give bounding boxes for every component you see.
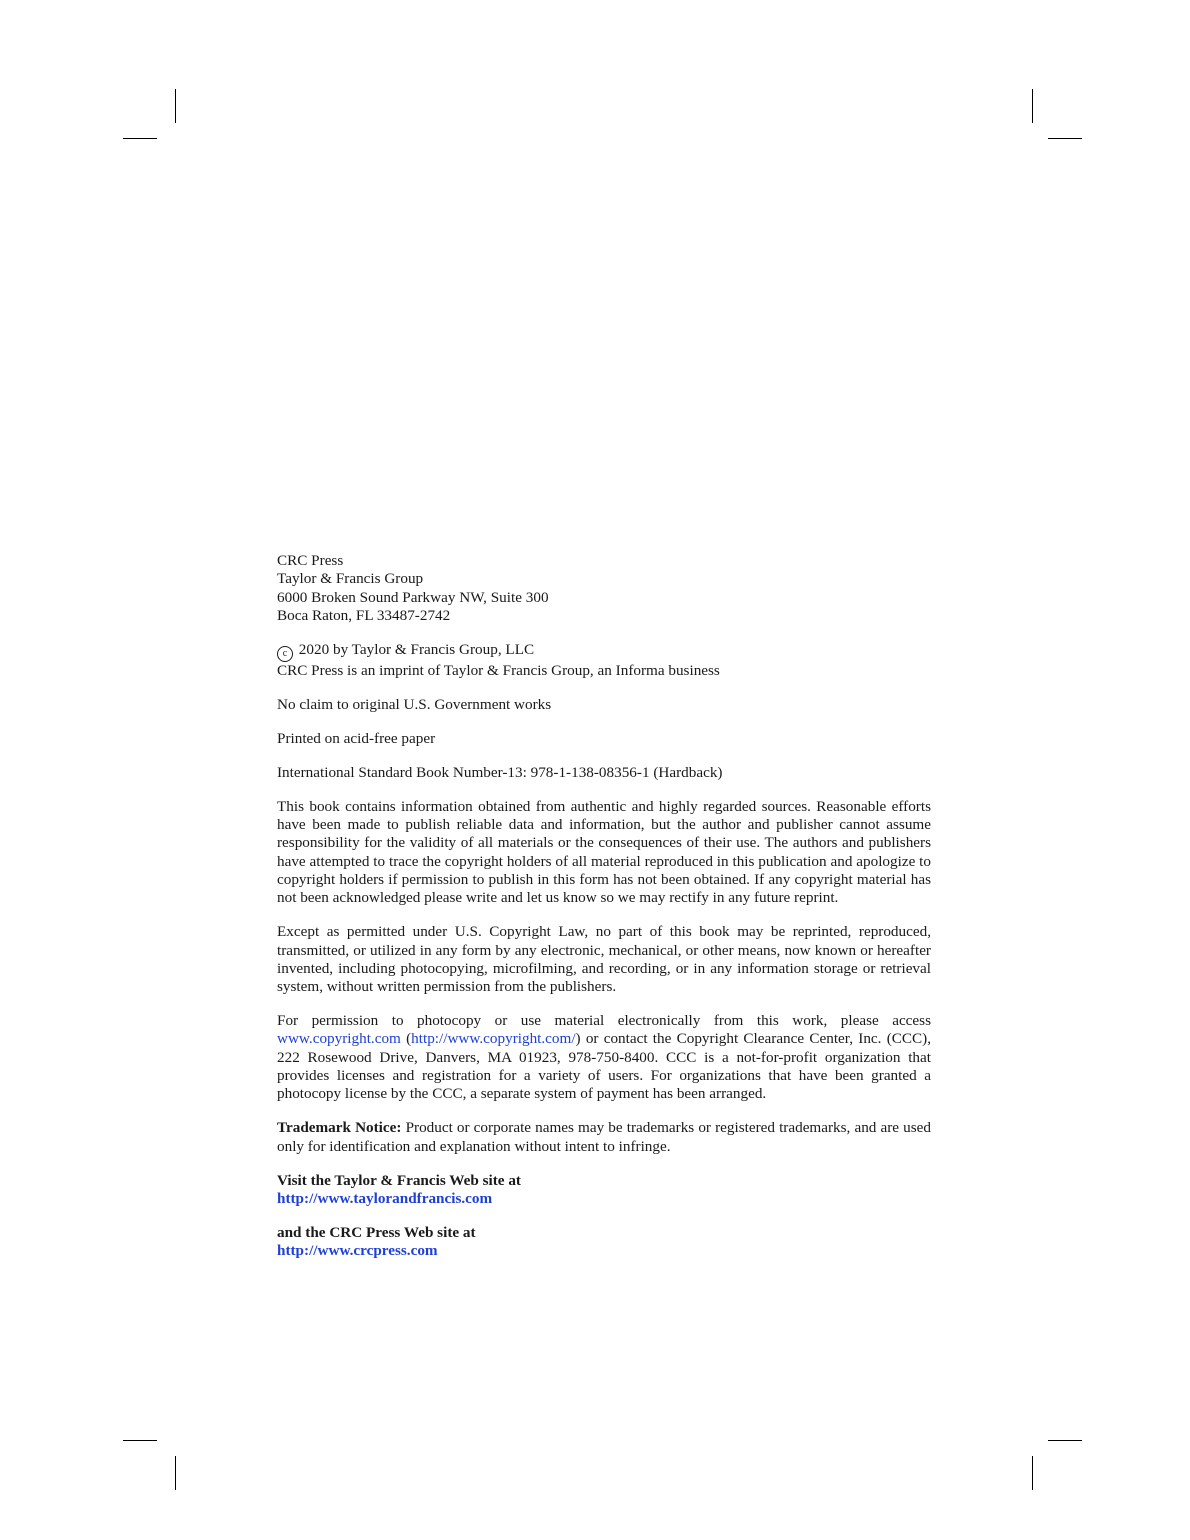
address-line: CRC Press [277,552,344,569]
copyright-symbol: c [277,646,293,662]
copyright-url-link[interactable]: http://www.copyright.com/ [411,1030,576,1048]
crc-press-website [277,1224,931,1261]
isbn: International Standard Book Number-13: 978-1-138-08356-1 (Hardback) [277,763,723,781]
permission-paragraph [277,1012,931,1103]
crop-mark-top-left-horizontal [123,138,157,139]
permission-rest: ) or contact the Copyright Clearance Center, Inc. (CCC), 222 Rosewood Drive, Danvers, MA 01923, 978-750-8400. CCC is a not-for-profit organization that provides licenses and registration for a variety of users. For organizations that have been granted a photocopy license by the CCC, a separate system of payment has been arranged. [277,1030,931,1103]
sources-paragraph: This book contains information obtained from authentic and highly regarded sources. Reasonable efforts have been made to publish reliable data and information, but the author and publisher cannot assume responsibility for the validity of all materials or the consequences of their use. The authors and publishers have attempted to trace the copyright holders of all material reproduced in this publication and apologize to copyright holders if permission to publish in this form has not been obtained. If any copyright material has not been acknowledged please write and let us know so we may rectify in any future reprint. [277,797,931,907]
copyright-link[interactable]: www.copyright.com [277,1030,401,1048]
imprint-line: CRC Press is an imprint of Taylor & Francis Group, an Informa business [277,661,720,679]
copyright-page [277,552,931,1276]
no-claim-notice: No claim to original U.S. Government works [277,695,552,713]
copyright-line [277,641,931,662]
address-line: 6000 Broken Sound Parkway NW, Suite 300 [277,588,549,606]
copyright-law-paragraph: Except as permitted under U.S. Copyright Law, no part of this book may be reprinted, reproduced, transmitted, or utilized in any form by any electronic, mechanical, or other means, now known or hereafter invented, including photocopying, microfilming, and recording, or in any information storage or retrieval system, without written permission from the publishers. [277,923,931,996]
crop-mark-bottom-right-vertical [1032,1456,1033,1490]
crop-mark-top-left-vertical [175,89,176,123]
tf-site-link[interactable]: http://www.taylorandfrancis.com [277,1189,493,1207]
crop-mark-bottom-right-horizontal [1048,1440,1082,1441]
copyright-notice [277,641,931,680]
copyright-text: 2020 by Taylor & Francis Group, LLC [298,640,535,658]
address-line: Boca Raton, FL 33487-2742 [277,606,451,624]
crop-mark-bottom-left-vertical [175,1456,176,1490]
trademark-paragraph [277,1119,931,1156]
crop-mark-bottom-left-horizontal [123,1440,157,1441]
printed-notice: Printed on acid-free paper [277,729,436,747]
address-line: Taylor & Francis Group [277,570,424,588]
trademark-label: Trademark Notice: [277,1119,402,1137]
permission-lead: For permission to photocopy or use material electronically from this work, please access [277,1012,931,1030]
crc-site-label: and the CRC Press Web site at [277,1223,476,1241]
crc-site-link[interactable]: http://www.crcpress.com [277,1242,438,1260]
tf-site-label: Visit the Taylor & Francis Web site at [277,1171,521,1189]
taylor-francis-website [277,1172,931,1209]
open-paren: ( [400,1030,412,1048]
trademark-text: Product or corporate names may be trademarks or registered trademarks, and are used only for identification and explanation without intent to infringe. [277,1119,931,1155]
publisher-address [277,552,931,625]
crop-mark-top-right-vertical [1032,89,1033,123]
crop-mark-top-right-horizontal [1048,138,1082,139]
